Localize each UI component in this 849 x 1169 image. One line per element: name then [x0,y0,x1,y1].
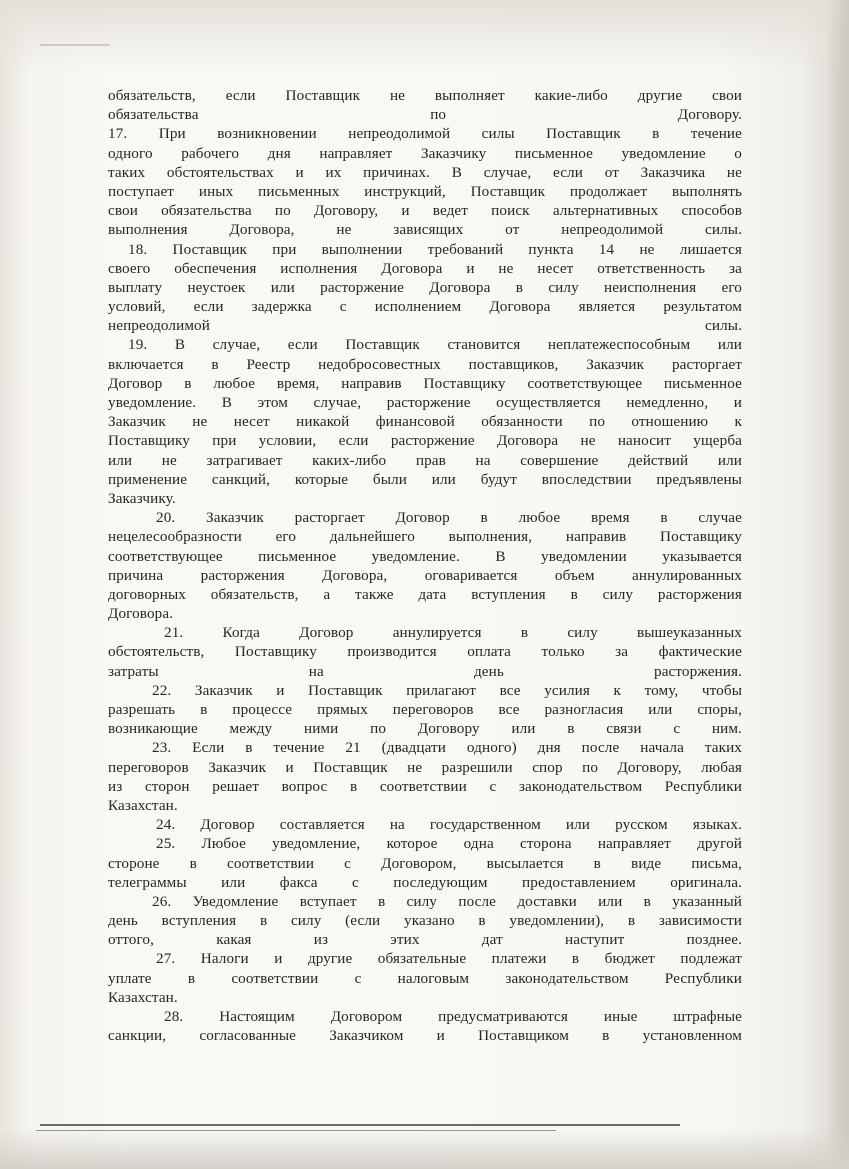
text-line: стороне в соответствии с Договором, высылается в виде письма, [108,854,742,872]
text-line: обстоятельств, Поставщику производится оплата только за фактические [108,643,742,661]
text-line: поступает иных письменных инструкций, Поставщик продолжает выполнять [108,182,742,200]
text-line: обязательства по Договору. [108,106,742,124]
text-line: соответствующее письменное уведомление. В уведомлении указывается [108,547,742,565]
text-line: затраты на день расторжения. [108,662,742,680]
text-line: условий, если задержка с исполнением Договора является результатом [108,298,742,316]
bottom-rule-secondary [36,1130,556,1131]
text-line: Договор в любое время, направив Поставщику соответствующее письменное [108,374,742,392]
text-line: причина расторжения Договора, оговаривается объем аннулированных [108,566,742,584]
text-line: 25. Любое уведомление, которое одна сторона направляет другой [156,835,742,853]
text-line: нецелесообразности его дальнейшего выполнения, направив Поставщику [108,528,742,546]
text-line: свои обязательства по Договору, и ведет поиск альтернативных способов [108,202,742,220]
text-line: 22. Заказчик и Поставщик прилагают все усилия к тому, чтобы [152,681,742,699]
text-line: выполнения Договора, не зависящих от непреодолимой силы. [108,221,742,239]
text-line: 21. Когда Договор аннулируется в силу вышеуказанных [164,624,742,642]
text-line: Казахстан. [108,988,178,1006]
text-line: Поставщику при условии, если расторжение Договора не наносит ущерба [108,432,742,450]
text-line: таких обстоятельствах и их причинах. В случае, если от Заказчика не [108,163,742,181]
text-line: применение санкций, которые были или будут впоследствии предъявлены [108,470,742,488]
text-line: оттого, какая из этих дат наступит позднее. [108,931,742,949]
text-line: разрешать в процессе прямых переговоров все разногласия или споры, [108,701,742,718]
text-line: возникающие между ними по Договору или в связи с ним. [108,720,742,738]
text-line: 19. В случае, если Поставщик становится неплатежеспособным или [128,336,742,354]
right-page-edge [827,0,849,1169]
text-line: переговоров Заказчик и Поставщик не разрешили спор по Договору, любая [108,758,742,776]
text-line: договорных обязательств, а также дата вступления в силу расторжения [108,585,742,603]
text-line: обязательств, если Поставщик не выполняет какие-либо другие свои [108,87,742,104]
text-line: уведомление. В этом случае, расторжение осуществляется немедленно, и [108,394,742,411]
top-shadow [0,0,849,70]
text-line: 27. Налоги и другие обязательные платежи в бюджет подлежат [156,950,742,968]
text-line: Договора. [108,605,174,623]
text-line: Заказчик не несет никакой финансовой обязанности по отношению к [108,413,742,431]
text-line: 20. Заказчик расторгает Договор в любое время в случае [156,509,742,527]
bottom-rule [40,1124,680,1126]
text-line: непреодолимой силы. [108,317,742,335]
text-line: уплате в соответствии с налоговым законодательством Республики [108,969,742,987]
text-line: 18. Поставщик при выполнении требований пункта 14 не лишается [128,240,742,258]
top-left-mark [40,44,110,46]
text-line: день вступления в силу (если указано в уведомлении), в зависимости [108,912,742,930]
text-line: 24. Договор составляется на государственном или русском языках. [156,816,742,834]
text-line: 23. Если в течение 21 (двадцати одного) дня после начала таких [152,739,742,757]
text-line: или не затрагивает каких-либо прав на совершение действий или [108,451,742,469]
text-line: 26. Уведомление вступает в силу после доставки или в указанный [152,892,742,910]
text-line: одного рабочего дня направляет Заказчику письменное уведомление о [108,144,742,162]
text-line: Заказчику. [108,489,176,507]
contract-text [108,86,742,1045]
text-line: Казахстан. [108,796,178,814]
text-line: 28. Настоящим Договором предусматриваются иные штрафные [164,1008,742,1025]
text-line: 17. При возникновении непреодолимой силы Поставщик в течение [108,125,742,143]
bottom-shade [0,1128,849,1169]
text-line: включается в Реестр недобросовестных поставщиков, Заказчик расторгает [108,355,742,373]
text-line: телеграммы или факса с последующим предоставлением оригинала. [108,873,742,891]
text-line: своего обеспечения исполнения Договора и не несет ответственность за [108,259,742,277]
text-line: выплату неустоек или расторжение Договора в силу неисполнения его [108,278,742,296]
text-line: санкции, согласованные Заказчиком и Поставщиком в установленном [108,1027,742,1045]
text-line: из сторон решает вопрос в соответствии с законодательством Республики [108,777,742,795]
